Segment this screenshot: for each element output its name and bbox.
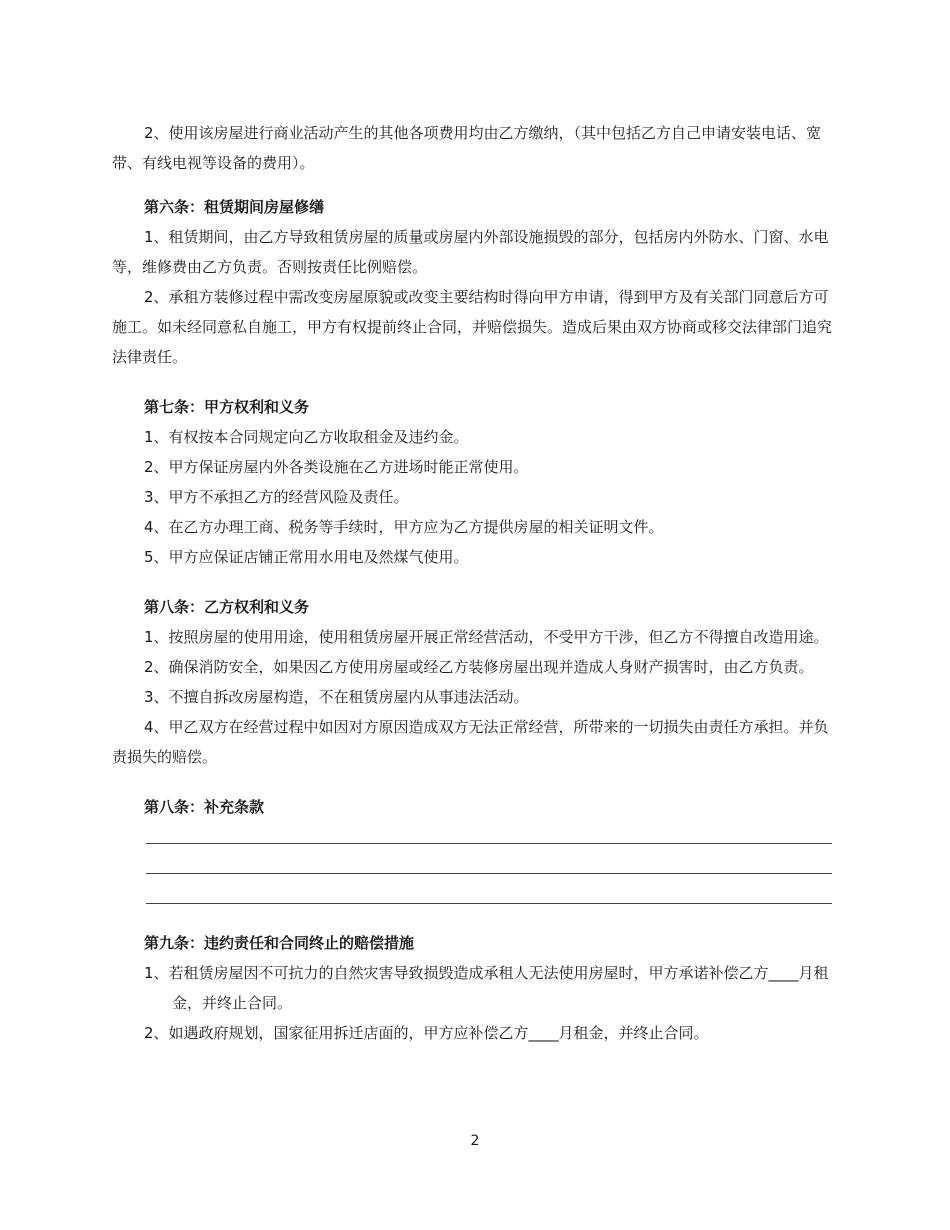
paragraph-fees: 2、使用该房屋进行商业活动产生的其他各项费用均由乙方缴纳，（其中包括乙方自己申请安装电话、宽带、有线电视等设备的费用）。 [112, 124, 822, 172]
document-page [112, 118, 832, 1048]
section9-item-1: 1、若租赁房屋因不可抗力的自然灾害导致损毁造成承租人无法使用房屋时，甲方承诺补偿乙方____月租金，并终止合同。 [144, 964, 829, 1012]
section7-item-2: 2、甲方保证房屋内外各类设施在乙方进场时能正常使用。 [144, 458, 529, 476]
section8-heading: 第八条：乙方权利和义务 [144, 598, 310, 616]
section6-item-1: 1、租赁期间，由乙方导致租赁房屋的质量或房屋内外部设施损毁的部分，包括房内外防水、门窗、水电等，维修费由乙方负责。否则按责任比例赔偿。 [112, 228, 829, 276]
section8-item-1: 1、按照房屋的使用用途，使用租赁房屋开展正常经营活动，不受甲方干涉，但乙方不得擅自改造用途。 [144, 628, 829, 646]
section8-item-2: 2、确保消防安全，如果因乙方使用房屋或经乙方装修房屋出现并造成人身财产损害时，由乙方负责。 [144, 658, 814, 676]
section9-heading: 第九条：违约责任和合同终止的赔偿措施 [144, 934, 415, 952]
section7-item-4: 4、在乙方办理工商、税务等手续时，甲方应为乙方提供房屋的相关证明文件。 [144, 518, 664, 536]
section6-item-2: 2、承租方装修过程中需改变房屋原貌或改变主要结构时得向甲方申请，得到甲方及有关部门同意后方可施工。如未经同意私自施工，甲方有权提前终止合同，并赔偿损失。造成后果由双方协商或移交法律部门追究法律责任。 [112, 288, 833, 366]
section7-item-3: 3、甲方不承担乙方的经营风险及责任。 [144, 488, 409, 506]
section7-item-5: 5、甲方应保证店铺正常用水用电及然煤气使用。 [144, 548, 469, 566]
section8-item-4: 4、甲乙双方在经营过程中如因对方原因造成双方无法正常经营，所带来的一切损失由责任方承担。并负责损失的赔偿。 [112, 718, 829, 766]
section6-heading: 第六条：租赁期间房屋修缮 [144, 198, 325, 216]
section8-item-3: 3、不擅自拆改房屋构造，不在租赁房屋内从事违法活动。 [144, 688, 529, 706]
blank-line [146, 844, 832, 874]
supplementary-heading: 第八条：补充条款 [144, 798, 265, 816]
page-number: 2 [470, 1133, 480, 1149]
section7-item-1: 1、有权按本合同规定向乙方收取租金及违约金。 [144, 428, 469, 446]
section9-item-2: 2、如遇政府规划，国家征用拆迁店面的，甲方应补偿乙方____月租金，并终止合同。 [144, 1024, 709, 1042]
section7-heading: 第七条：甲方权利和义务 [144, 398, 310, 416]
blank-line [146, 814, 832, 844]
blank-line [146, 874, 832, 904]
